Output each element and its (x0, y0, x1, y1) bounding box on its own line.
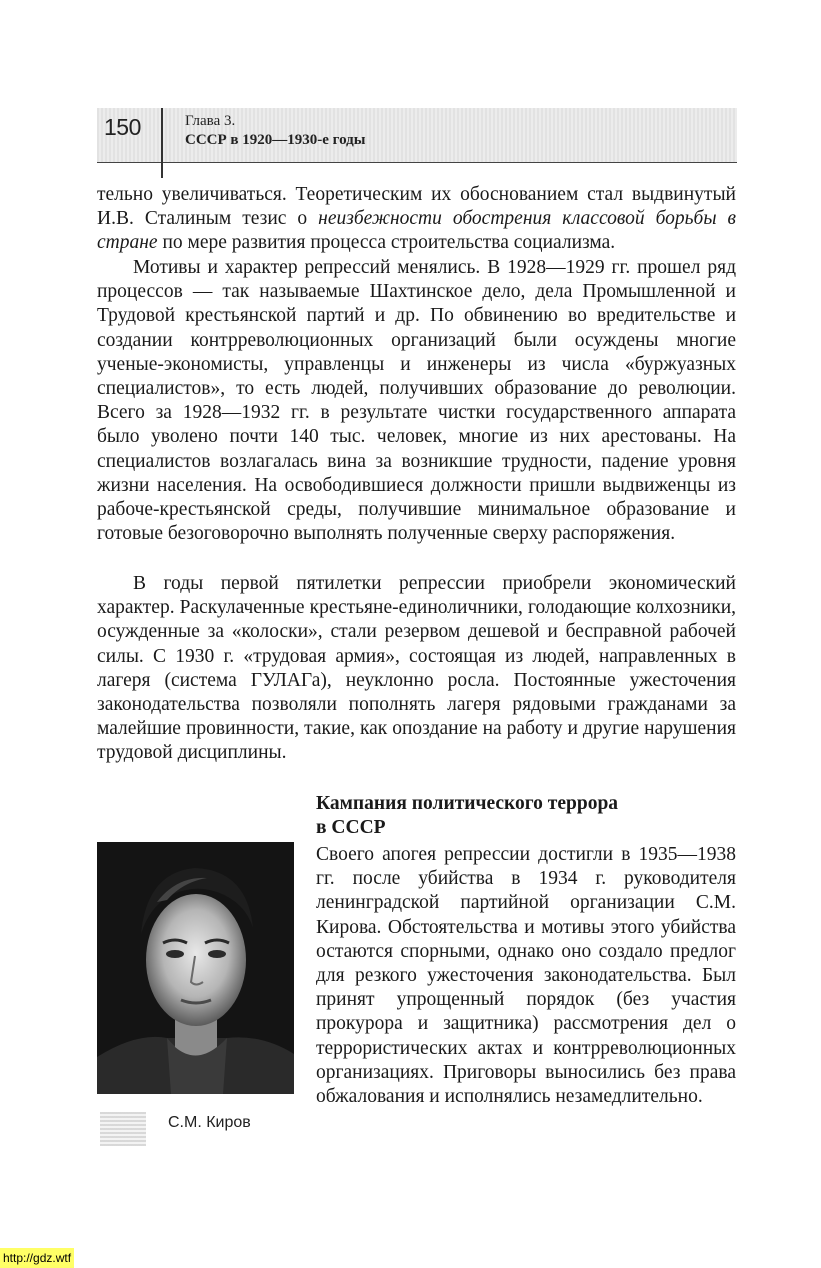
caption-marker (100, 1112, 146, 1146)
page-number: 150 (104, 114, 141, 140)
paragraph-1-start: тельно увеличиваться. Теоретическим их обоснованием стал выдвинутый И.В. Сталиным тезис о (97, 184, 736, 230)
section-paragraph: Своего апогея репрессии достигли в 1935—1938 гг. после убийства в 1934 г. руководителя ленинградской партийной организации С.М. Кирова. Обстоятельства и мотивы этого убийства остаются спорными, однако оно создало предлог для резкого ужесточения законодательства. Был принят упрощенный порядок (без участия прокурора и защитника) рассмотрения дел о террористических актах и контрреволюционных организациях. Приговоры выносились без права обжалования и исполнялись незамедлительно. (316, 844, 736, 1108)
paragraph-1 (97, 183, 736, 256)
portrait-illustration (97, 842, 294, 1094)
photo-caption: С.М. Киров (168, 1114, 251, 1131)
kirov-portrait-photo (97, 842, 294, 1094)
paragraph-1-end: по мере развития процесса строительства социализма. (157, 232, 616, 254)
section-title (316, 792, 736, 840)
paragraph-3: В годы первой пятилетки репрессии приобрели экономический характер. Раскулаченные крестьяне-единоличники, голодающие колхозники, осужденные за «колоски», стали резервом дешевой и бесправной рабочей силы. С 1930 г. «трудовая армия», состоящая из людей, направленных в лагеря (система ГУЛАГа), неуклонно росла. Постоянные ужесточения законодательства позволяли пополнять лагеря рядовыми гражданами за малейшие провинности, такие, как опоздание на работу и другие нарушения трудовой дисциплины. (97, 573, 736, 764)
chapter-title: СССР в 1920—1930-е годы (185, 132, 366, 148)
paragraph-1-emphasis: неизбежности обострения классовой борьбы в стране (97, 208, 736, 254)
section-title-line-2: в СССР (316, 817, 386, 838)
paragraph-2: Мотивы и характер репрессий менялись. В 1928—1929 гг. прошел ряд процессов — так называемые Шахтинское дело, дела Промышленной и Трудовой крестьянской партий и др. По обвинению во вредительстве и создании контрреволюционных организаций были осуждены многие ученые-экономисты, управленцы и инженеры из числа «буржуазных специалистов», то есть людей, получивших образование до революции. Всего за 1928—1932 гг. в результате чистки государственного аппарата было уволено почти 140 тыс. человек, многие из них арестованы. На специалистов возлагалась вина за возникшие трудности, падение уровня жизни населения. На освободившиеся должности пришли выдвиженцы из рабоче-крестьянской среды, получившие минимальное образование и готовые безоговорочно выполнять полученные сверху распоряжения. (97, 257, 736, 545)
header-rule (97, 162, 737, 163)
section-title-line-1: Кампания политического террора (316, 793, 619, 814)
chapter-label: Глава 3. (185, 113, 236, 129)
running-header (185, 112, 365, 150)
watermark-link[interactable]: http://gdz.wtf (0, 1248, 74, 1268)
header-divider (161, 108, 163, 178)
